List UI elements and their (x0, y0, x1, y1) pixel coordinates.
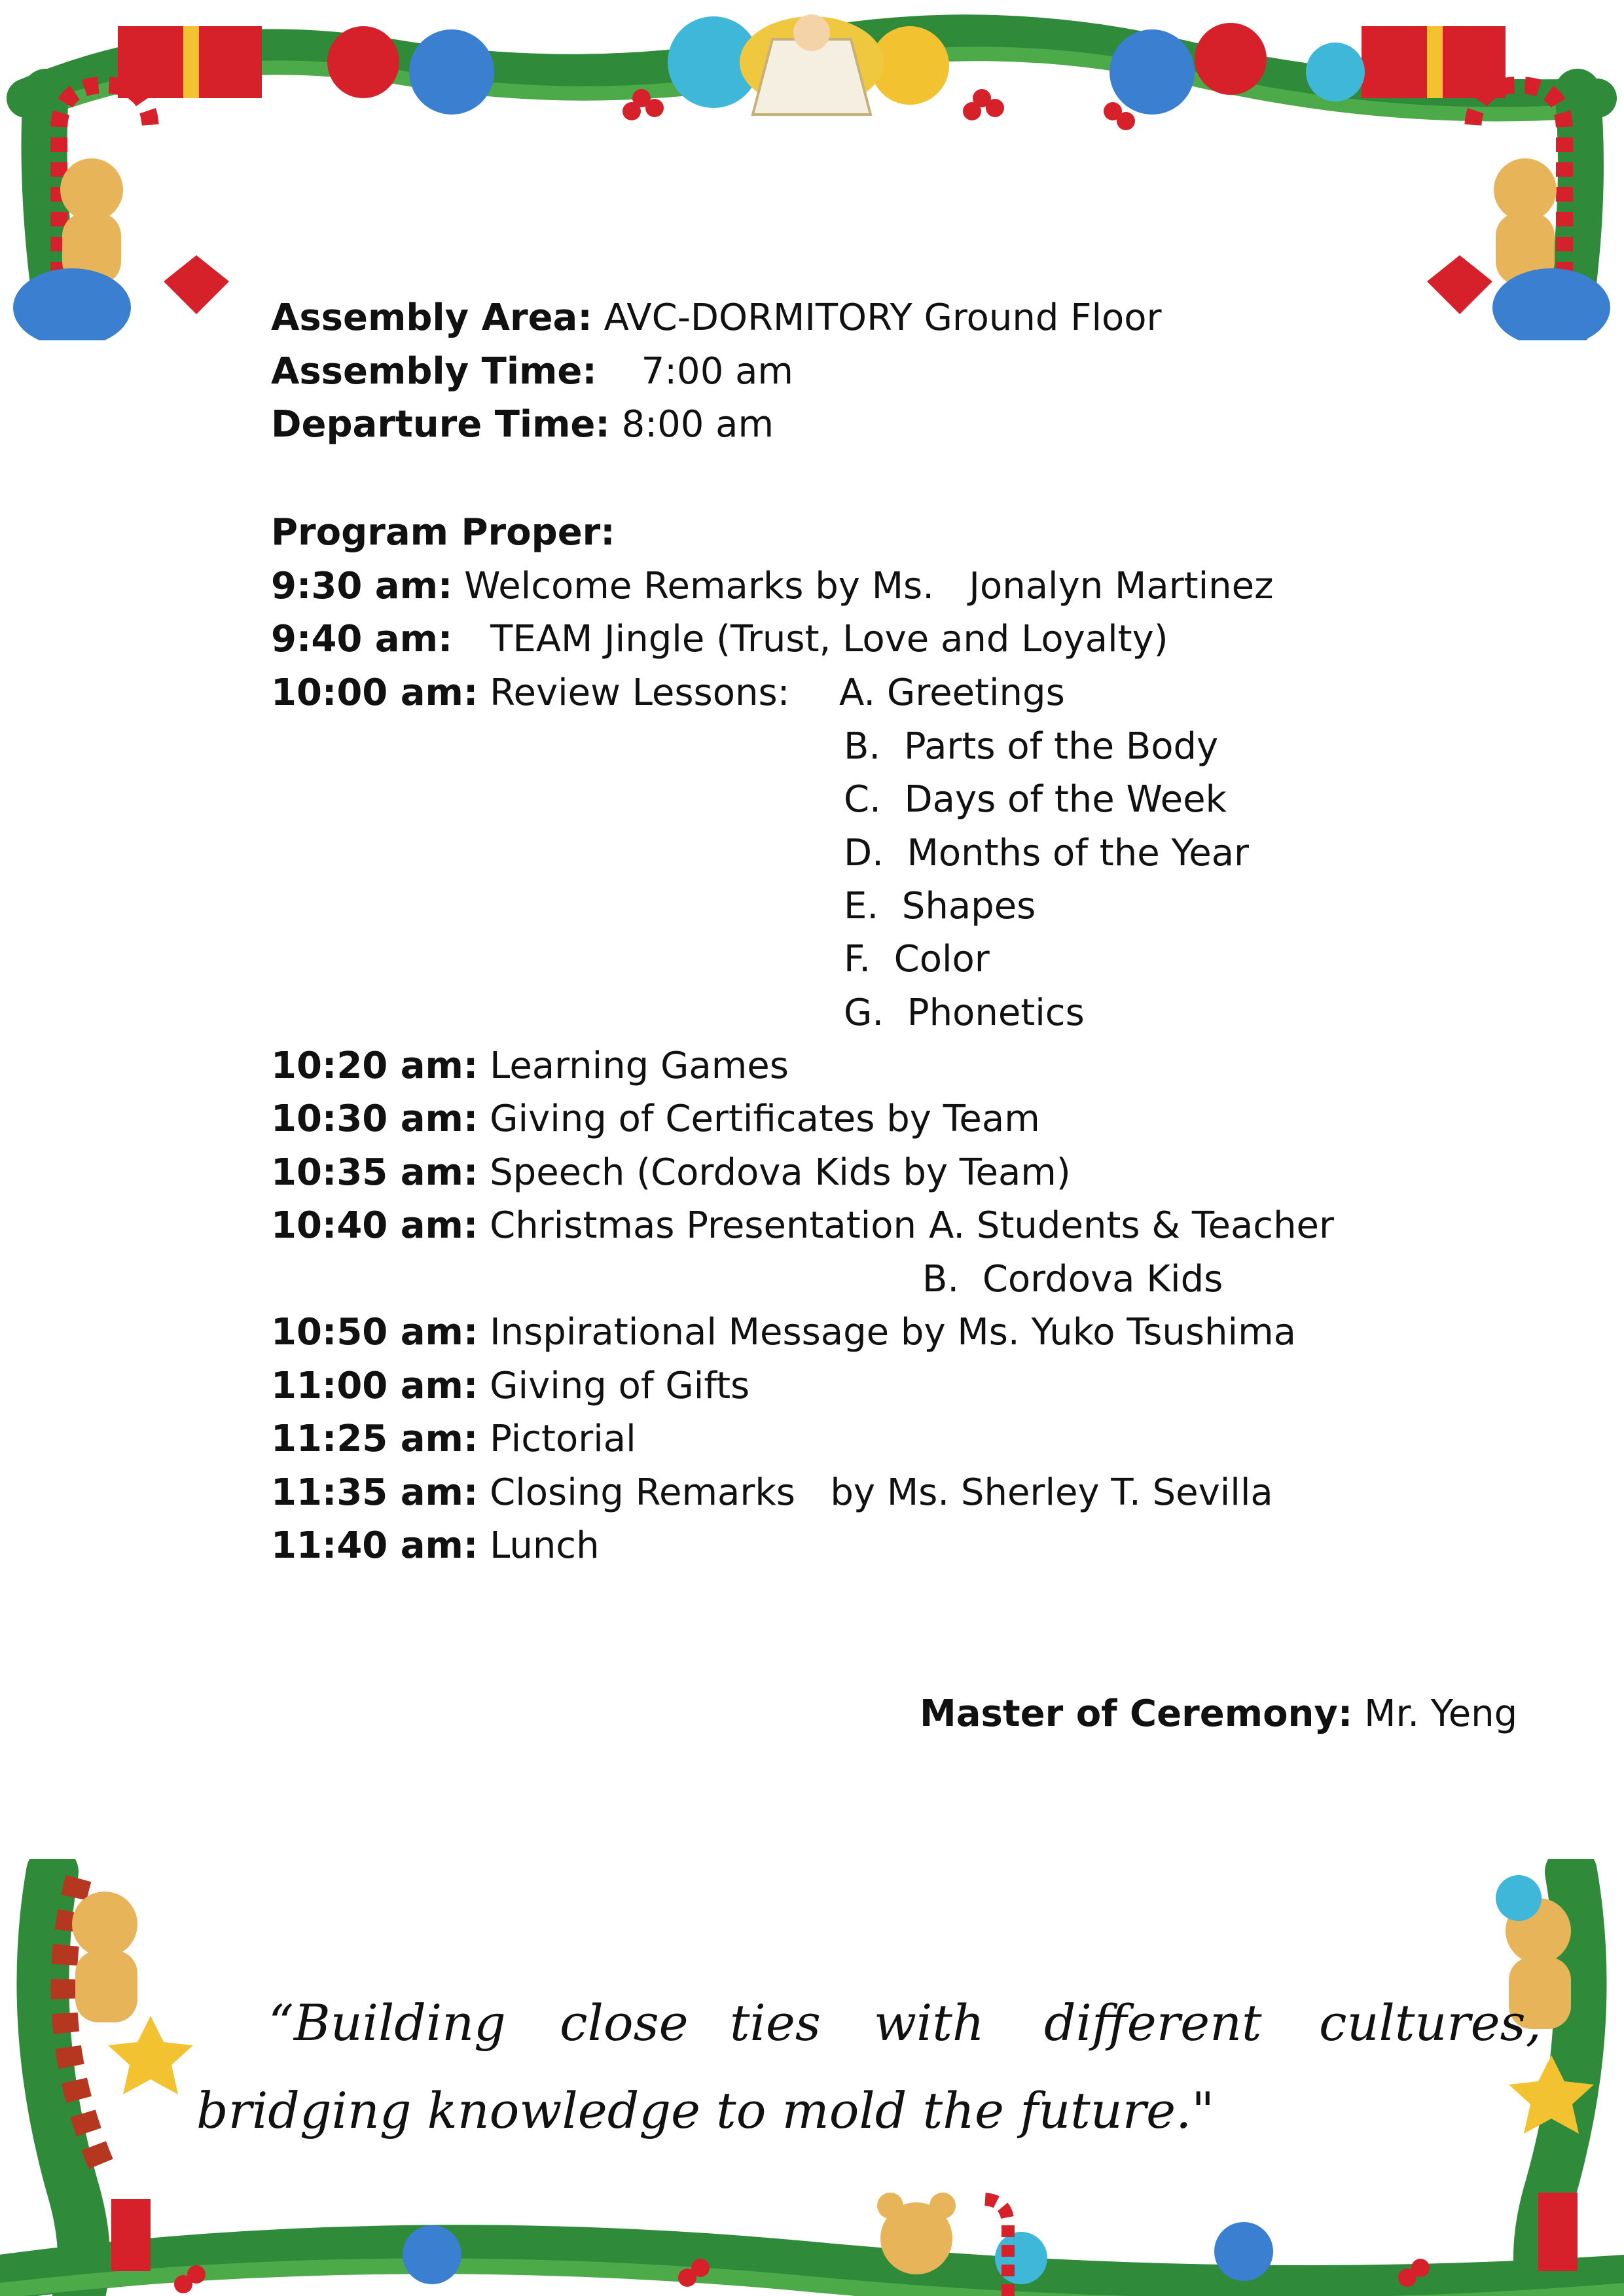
lesson-item: C. Days of the Week (844, 778, 1227, 821)
departure-time-label: Departure Time: (271, 403, 610, 446)
quote-word: “Building (268, 1994, 506, 2052)
quote-word: with (874, 1994, 984, 2052)
lesson-item: F. Color (844, 938, 990, 980)
program-item-desc: TEAM Jingle (Trust, Love and Loyalty) (490, 618, 1168, 660)
program-item (271, 1418, 636, 1460)
quote-word: cultures, (1319, 1994, 1542, 2052)
program-item-desc: Learning Games (490, 1045, 789, 1087)
program-item-desc: Giving of Gifts (490, 1365, 750, 1407)
program-item (271, 1204, 916, 1247)
program-item-desc: Welcome Remarks by Ms. Jonalyn Martinez (464, 565, 1274, 607)
lesson-item: E. Shapes (844, 885, 1036, 927)
program-item (271, 1471, 1273, 1514)
program-item-time: 9:30 am: (271, 565, 453, 607)
program-item-time: 10:20 am: (271, 1045, 478, 1087)
program-item-time: 11:40 am: (271, 1524, 478, 1567)
program-item-time: 10:00 am: (271, 672, 478, 714)
top-border-decoration (0, 0, 1624, 340)
assembly-area-value: AVC-DORMITORY Ground Floor (604, 296, 1162, 339)
presentation-item: A. Students & Teacher (929, 1204, 1335, 1247)
program-item-time: 11:35 am: (271, 1471, 478, 1514)
program-item-desc: Lunch (490, 1524, 600, 1567)
program-item (271, 1045, 789, 1087)
lesson-item: D. Months of the Year (844, 832, 1250, 874)
program-item-time: 11:00 am: (271, 1365, 478, 1407)
program-item (271, 672, 790, 714)
assembly-area-label: Assembly Area: (271, 296, 592, 339)
quote-line-2: bridging knowledge to mold the future." (196, 2081, 1215, 2140)
lesson-item: B. Parts of the Body (844, 725, 1219, 768)
program-item-time: 9:40 am: (271, 618, 453, 660)
program-item-desc: Review Lessons: (490, 672, 790, 714)
lesson-item: G. Phonetics (844, 992, 1085, 1034)
departure-time-line (271, 403, 774, 446)
program-item-time: 10:35 am: (271, 1151, 478, 1194)
quote-word: different (1044, 1994, 1262, 2052)
master-of-ceremony (920, 1693, 1517, 1735)
program-item-time: 11:25 am: (271, 1418, 478, 1460)
presentation-item: B. Cordova Kids (922, 1258, 1223, 1300)
quote-word: ties (730, 1994, 821, 2052)
program-item (271, 1524, 600, 1567)
program-item-time: 10:40 am: (271, 1204, 478, 1247)
program-heading: Program Proper: (271, 511, 615, 554)
program-item-desc: Closing Remarks by Ms. Sherley T. Sevilla (490, 1471, 1273, 1514)
bottom-border-decoration (0, 1859, 1624, 2296)
master-of-ceremony-label: Master of Ceremony: (920, 1693, 1353, 1735)
program-item-time: 10:30 am: (271, 1098, 478, 1140)
assembly-area-line (271, 296, 1162, 339)
program-item (271, 1365, 750, 1407)
program-item (271, 565, 1274, 607)
program-item (271, 1098, 1040, 1140)
master-of-ceremony-value: Mr. Yeng (1364, 1693, 1518, 1735)
program-item-desc: Inspirational Message by Ms. Yuko Tsushima (490, 1311, 1296, 1354)
program-item-desc: Speech (Cordova Kids by Team) (490, 1151, 1071, 1194)
assembly-time-value: 7:00 am (641, 350, 793, 393)
lesson-item: A. Greetings (839, 672, 1065, 714)
program-item (271, 1151, 1071, 1194)
departure-time-value: 8:00 am (621, 403, 774, 446)
program-item-desc: Pictorial (490, 1418, 636, 1460)
program-item (271, 1311, 1296, 1354)
assembly-time-line (271, 350, 793, 393)
program-item-time: 10:50 am: (271, 1311, 478, 1354)
program-item-desc: Giving of Certificates by Team (490, 1098, 1040, 1140)
program-item (271, 618, 1168, 660)
assembly-time-label: Assembly Time: (271, 350, 597, 393)
program-item-desc: Christmas Presentation (490, 1204, 916, 1247)
quote-word: close (560, 1994, 689, 2052)
